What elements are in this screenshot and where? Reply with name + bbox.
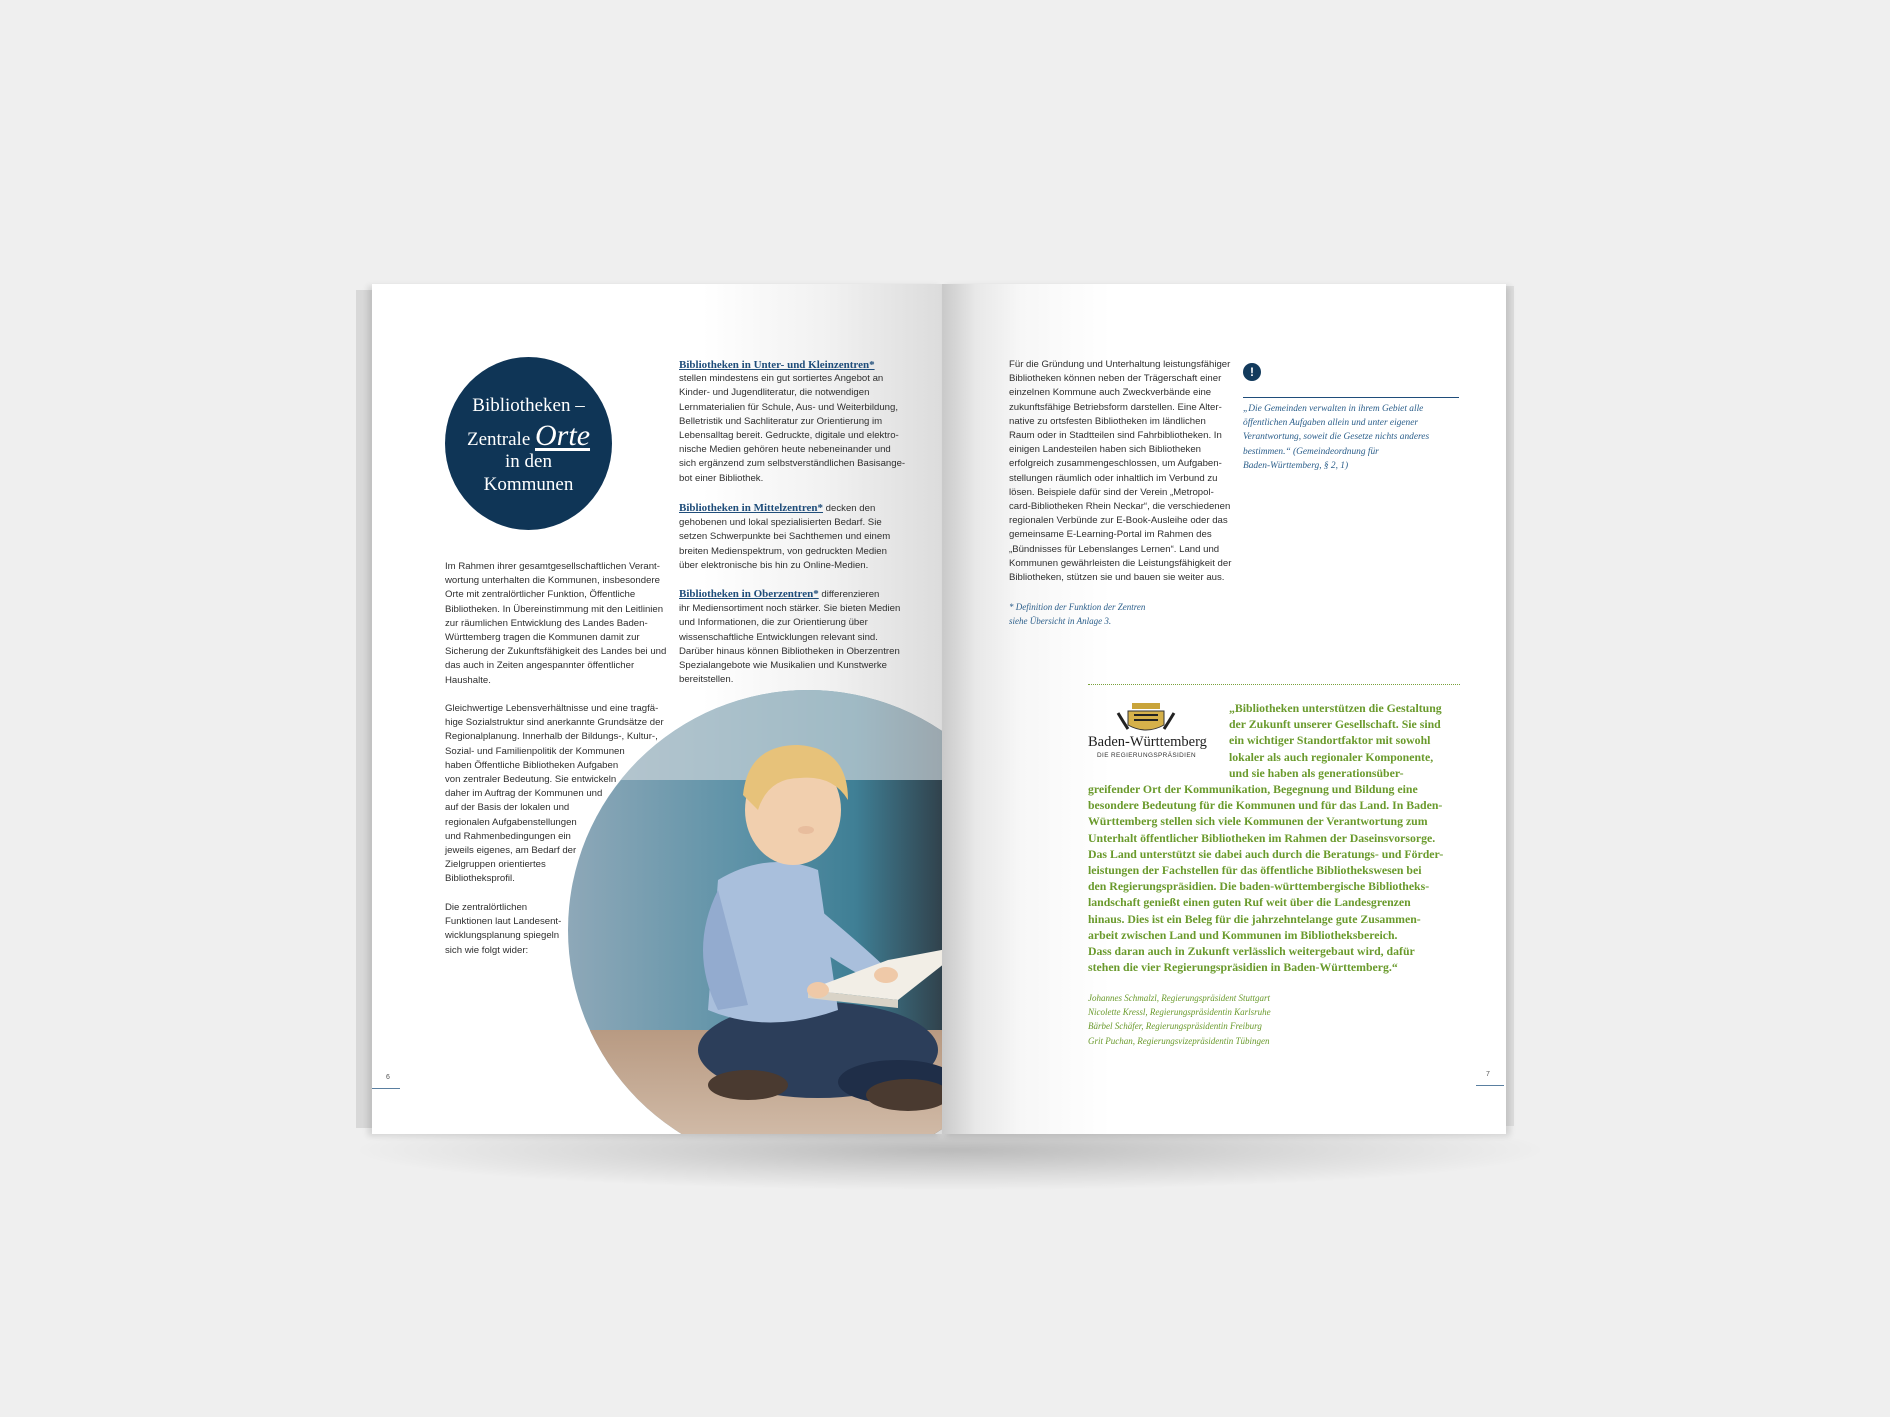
text-line: stellungen räumlich oder inhaltlich im Verbund zu: [1009, 472, 1218, 484]
text-line: Belletristik und Sachliteratur zur Orientierung im: [679, 415, 883, 427]
quote-line: stehen die vier Regierungspräsidien in Baden-Württemberg.“: [1088, 960, 1398, 975]
signer-line: Nicolette Kressl, Regierungspräsidentin Karlsruhe: [1088, 1007, 1271, 1018]
page-number-rule-right: [1476, 1085, 1504, 1086]
text-line: jeweils eigenes, am Bedarf der: [445, 845, 577, 857]
text-line: und Rahmenbedingungen ein: [445, 830, 571, 842]
text-line: Im Rahmen ihrer gesamtgesellschaftlichen Verant-: [445, 561, 660, 572]
footnote-line: * Definition der Funktion der Zentren: [1009, 602, 1146, 612]
quote-line: und sie haben als generationsüber-: [1229, 765, 1404, 780]
quote-line: arbeit zwischen Land und Kommunen im Bibliotheksbereich.: [1088, 927, 1398, 942]
text-line: Darüber hinaus können Bibliotheken in Oberzentren: [679, 645, 900, 657]
signer-line: Johannes Schmalzl, Regierungspräsident Stuttgart: [1088, 993, 1270, 1003]
text-line: nische Medien gehören heute nebeneinander und: [679, 444, 891, 456]
text-line: lösen. Beispiele dafür sind der Verein „Metropol-: [1009, 486, 1214, 498]
page-number-left: 6: [386, 1074, 390, 1081]
text-line: das auch in Zeiten angespannter öffentlicher: [445, 660, 635, 672]
quote-line: der Zukunft unserer Gesellschaft. Sie sind: [1229, 717, 1441, 732]
text-line: Sozial- und Familienpolitik der Kommunen: [445, 745, 625, 757]
quote-line: „Die Gemeinden verwalten in ihrem Gebiet alle: [1243, 404, 1424, 414]
text-line: Orte mit zentralörtlicher Funktion, Öffentliche: [445, 589, 636, 601]
text-line: Funktionen laut Landesent-: [445, 916, 562, 928]
title-line-2-prefix: Zentrale: [466, 429, 536, 450]
text-line: ihr Mediensortiment noch stärker. Sie bieten Medien: [679, 603, 901, 615]
dotted-divider: [1088, 684, 1460, 685]
quote-line: greifender Ort der Kommunikation, Begegnung und Bildung eine: [1088, 782, 1418, 797]
text-line: regionalen Aufgabenstellungen: [445, 816, 577, 828]
quote-line: den Regierungspräsidien. Die baden-württembergische Bibliotheks-: [1088, 879, 1430, 894]
quote-line: Baden-Württemberg, § 2, 1): [1243, 460, 1349, 471]
title-line-1: Bibliotheken –: [472, 395, 585, 416]
text-fragment: decken den: [823, 503, 876, 514]
text-line: regionalen Verbünde zur E-Book-Ausleihe oder das: [1009, 515, 1228, 527]
sidebar-rule: [1243, 397, 1459, 398]
quote-line: Verantwortung, soweit die Gesetze nichts anderes: [1243, 432, 1430, 443]
quote-line: ein wichtiger Standortfaktor mit sowohl: [1229, 733, 1431, 748]
text-line: card-Bibliotheken Rhein Neckar“, die verschiedenen: [1009, 501, 1231, 513]
text-line: stellen mindestens ein gut sortiertes Angebot an: [679, 373, 884, 385]
text-line: gehobenen und lokal spezialisierten Bedarf. Sie: [679, 517, 882, 529]
text-line: Regionalplanung. Innerhalb der Bildungs-, Kultur-,: [445, 731, 658, 743]
text-line: zukunftsfähige Betriebsform darstellen. Eine Alter-: [1009, 401, 1222, 413]
title-emphasis: Orte: [535, 419, 591, 452]
text-line: Bibliotheksprofil.: [445, 873, 515, 885]
text-line: wortung unterhalten die Kommunen, insbesondere: [445, 575, 660, 587]
text-line: Kinder- und Jugendliteratur, die notwendigen: [679, 387, 870, 399]
text-line: Bibliotheken. In Übereinstimmung mit den Leitlinien: [445, 603, 664, 615]
quote-line: „Bibliotheken unterstützen die Gestaltung: [1229, 701, 1442, 715]
text-line: Lernmaterialien für Schule, Aus- und Weiterbildung,: [679, 401, 899, 413]
quote-line: besondere Bedeutung für die Kommunen und für das Land. In Baden-: [1088, 798, 1443, 813]
section-heading[interactable]: Bibliotheken in Unter- und Kleinzentren*: [679, 359, 875, 371]
footnote: [1009, 600, 1209, 629]
text-line: sich ergänzend zum selbstverständlichen Basisange-: [679, 458, 906, 470]
signer-line: Bärbel Schäfer, Regierungspräsidentin Freiburg: [1088, 1021, 1262, 1032]
quote-line: öffentlichen Aufgaben allein und unter eigener: [1243, 418, 1419, 429]
text-line: wissenschaftliche Entwicklungen relevant sind.: [679, 631, 878, 643]
text-line: Gleichwertige Lebensverhältnisse und eine tragfä-: [445, 703, 659, 714]
text-line: haben Öffentliche Bibliotheken Aufgaben: [445, 759, 619, 771]
text-line: Württemberg tragen die Kommunen damit zur: [445, 632, 640, 644]
quote-line: hinaus. Dies ist ein Beleg für die jahrzehntelange gute Zusammen-: [1088, 911, 1421, 926]
text-line: Raum oder in Stadtteilen sind Fahrbibliotheken. In: [1009, 430, 1222, 442]
title-line-3: in den: [505, 451, 552, 472]
section-heading[interactable]: Bibliotheken in Mittelzentren*: [679, 502, 824, 514]
text-fragment: differenzieren: [818, 589, 880, 600]
text-line: von zentraler Bedeutung. Sie entwickeln: [445, 774, 617, 786]
quote-line: landschaft genießt einen guten Ruf weit über die Landesgrenzen: [1088, 895, 1411, 910]
text-line: setzen Schwerpunkte bei Sachthemen und einem: [679, 531, 891, 543]
text-line: einzelnen Kommune auch Zweckverbände eine: [1009, 387, 1212, 399]
text-line: einigen Landesteilen haben sich Bibliotheken: [1009, 444, 1202, 456]
exclamation-icon: !: [1243, 363, 1261, 381]
text-line: Spezialangebote wie Musikalien und Kunstwerke: [679, 660, 887, 672]
text-line: Für die Gründung und Unterhaltung leistungsfähiger: [1009, 359, 1231, 370]
text-line: „Bündnisses für Lebenslanges Lernen“. Land und: [1009, 543, 1220, 555]
title-line-4: Kommunen: [483, 474, 574, 495]
page-number-rule-left: [372, 1088, 400, 1089]
text-line: Sicherung der Zukunftsfähigkeit des Landes bei und: [445, 646, 667, 658]
text-line: wicklungsplanung spiegeln: [445, 930, 560, 942]
text-line: erfolgreich zusammengeschlossen, um Aufgaben-: [1009, 458, 1222, 470]
text-line: Zielgruppen orientiertes: [445, 859, 546, 871]
text-line: bot einer Bibliothek.: [679, 472, 764, 484]
text-line: Haushalte.: [445, 674, 491, 686]
signers-list: [1088, 991, 1388, 1048]
section-heading[interactable]: Bibliotheken in Oberzentren*: [679, 588, 819, 600]
quote-line: Württemberg stellen sich viele Kommunen der Verantwortung zum: [1088, 814, 1428, 829]
text-line: zur räumlichen Entwicklung des Landes Baden-: [445, 617, 648, 629]
text-line: daher im Auftrag der Kommunen und: [445, 788, 603, 800]
quote-line: lokaler als auch regionaler Komponente,: [1229, 749, 1434, 764]
text-line: native zu ortsfesten Bibliotheken im ländlichen: [1009, 415, 1206, 427]
text-line: Lebensalltag bereit. Gedruckte, digitale und elektro-: [679, 430, 899, 442]
logo-name: Baden-Württemberg: [1088, 734, 1207, 750]
text-line: über elektronische bis hin zu Online-Medien.: [679, 559, 869, 571]
quote-line: Unterhalt öffentlicher Bibliotheken im Rahmen der Daseinsvorsorge.: [1088, 830, 1436, 845]
signer-line: Grit Puchan, Regierungsvizepräsidentin Tübingen: [1088, 1035, 1270, 1046]
text-line: Bibliotheken können neben der Trägerschaft einer: [1009, 373, 1222, 385]
text-line: hige Sozialstruktur sind anerkannte Grundsätze der: [445, 717, 664, 729]
text-line: Kommunen gewährleisten die Leistungsfähigkeit der: [1009, 557, 1232, 569]
text-line: Bibliotheken, stützen sie und bauen sie weiter aus.: [1009, 572, 1225, 584]
text-line: bereitstellen.: [679, 674, 734, 686]
right-body-paragraph: [1009, 358, 1235, 585]
text-line: auf der Basis der lokalen und: [445, 802, 570, 814]
text-line: und Informationen, die zur Orientierung über: [679, 617, 868, 629]
government-quote: [1088, 700, 1460, 975]
quote-line: leistungen der Fachstellen für das öffentliche Bibliothekswesen bei: [1088, 863, 1422, 878]
text-line: sich wie folgt wider:: [445, 944, 529, 956]
quote-line: Das Land unterstützt sie dabei auch durch die Beratungs- und Förder-: [1088, 846, 1444, 861]
quote-line: bestimmen.“ (Gemeindeordnung für: [1243, 446, 1379, 457]
quote-line: Dass daran auch in Zukunft verlässlich weitergebaut wird, dafür: [1088, 944, 1415, 959]
logo-subtitle: DIE REGIERUNGSPRÄSIDIEN: [1097, 752, 1197, 759]
text-line: Die zentralörtlichen: [445, 902, 528, 913]
footnote-line: siehe Übersicht in Anlage 3.: [1009, 616, 1112, 627]
text-line: breiten Medienspektrum, von gedruckten Medien: [679, 545, 887, 557]
text-line: gemeinsame E-Learning-Portal im Rahmen des: [1009, 529, 1212, 541]
sidebar-quote: [1243, 402, 1459, 473]
page-number-right: 7: [1486, 1071, 1490, 1078]
